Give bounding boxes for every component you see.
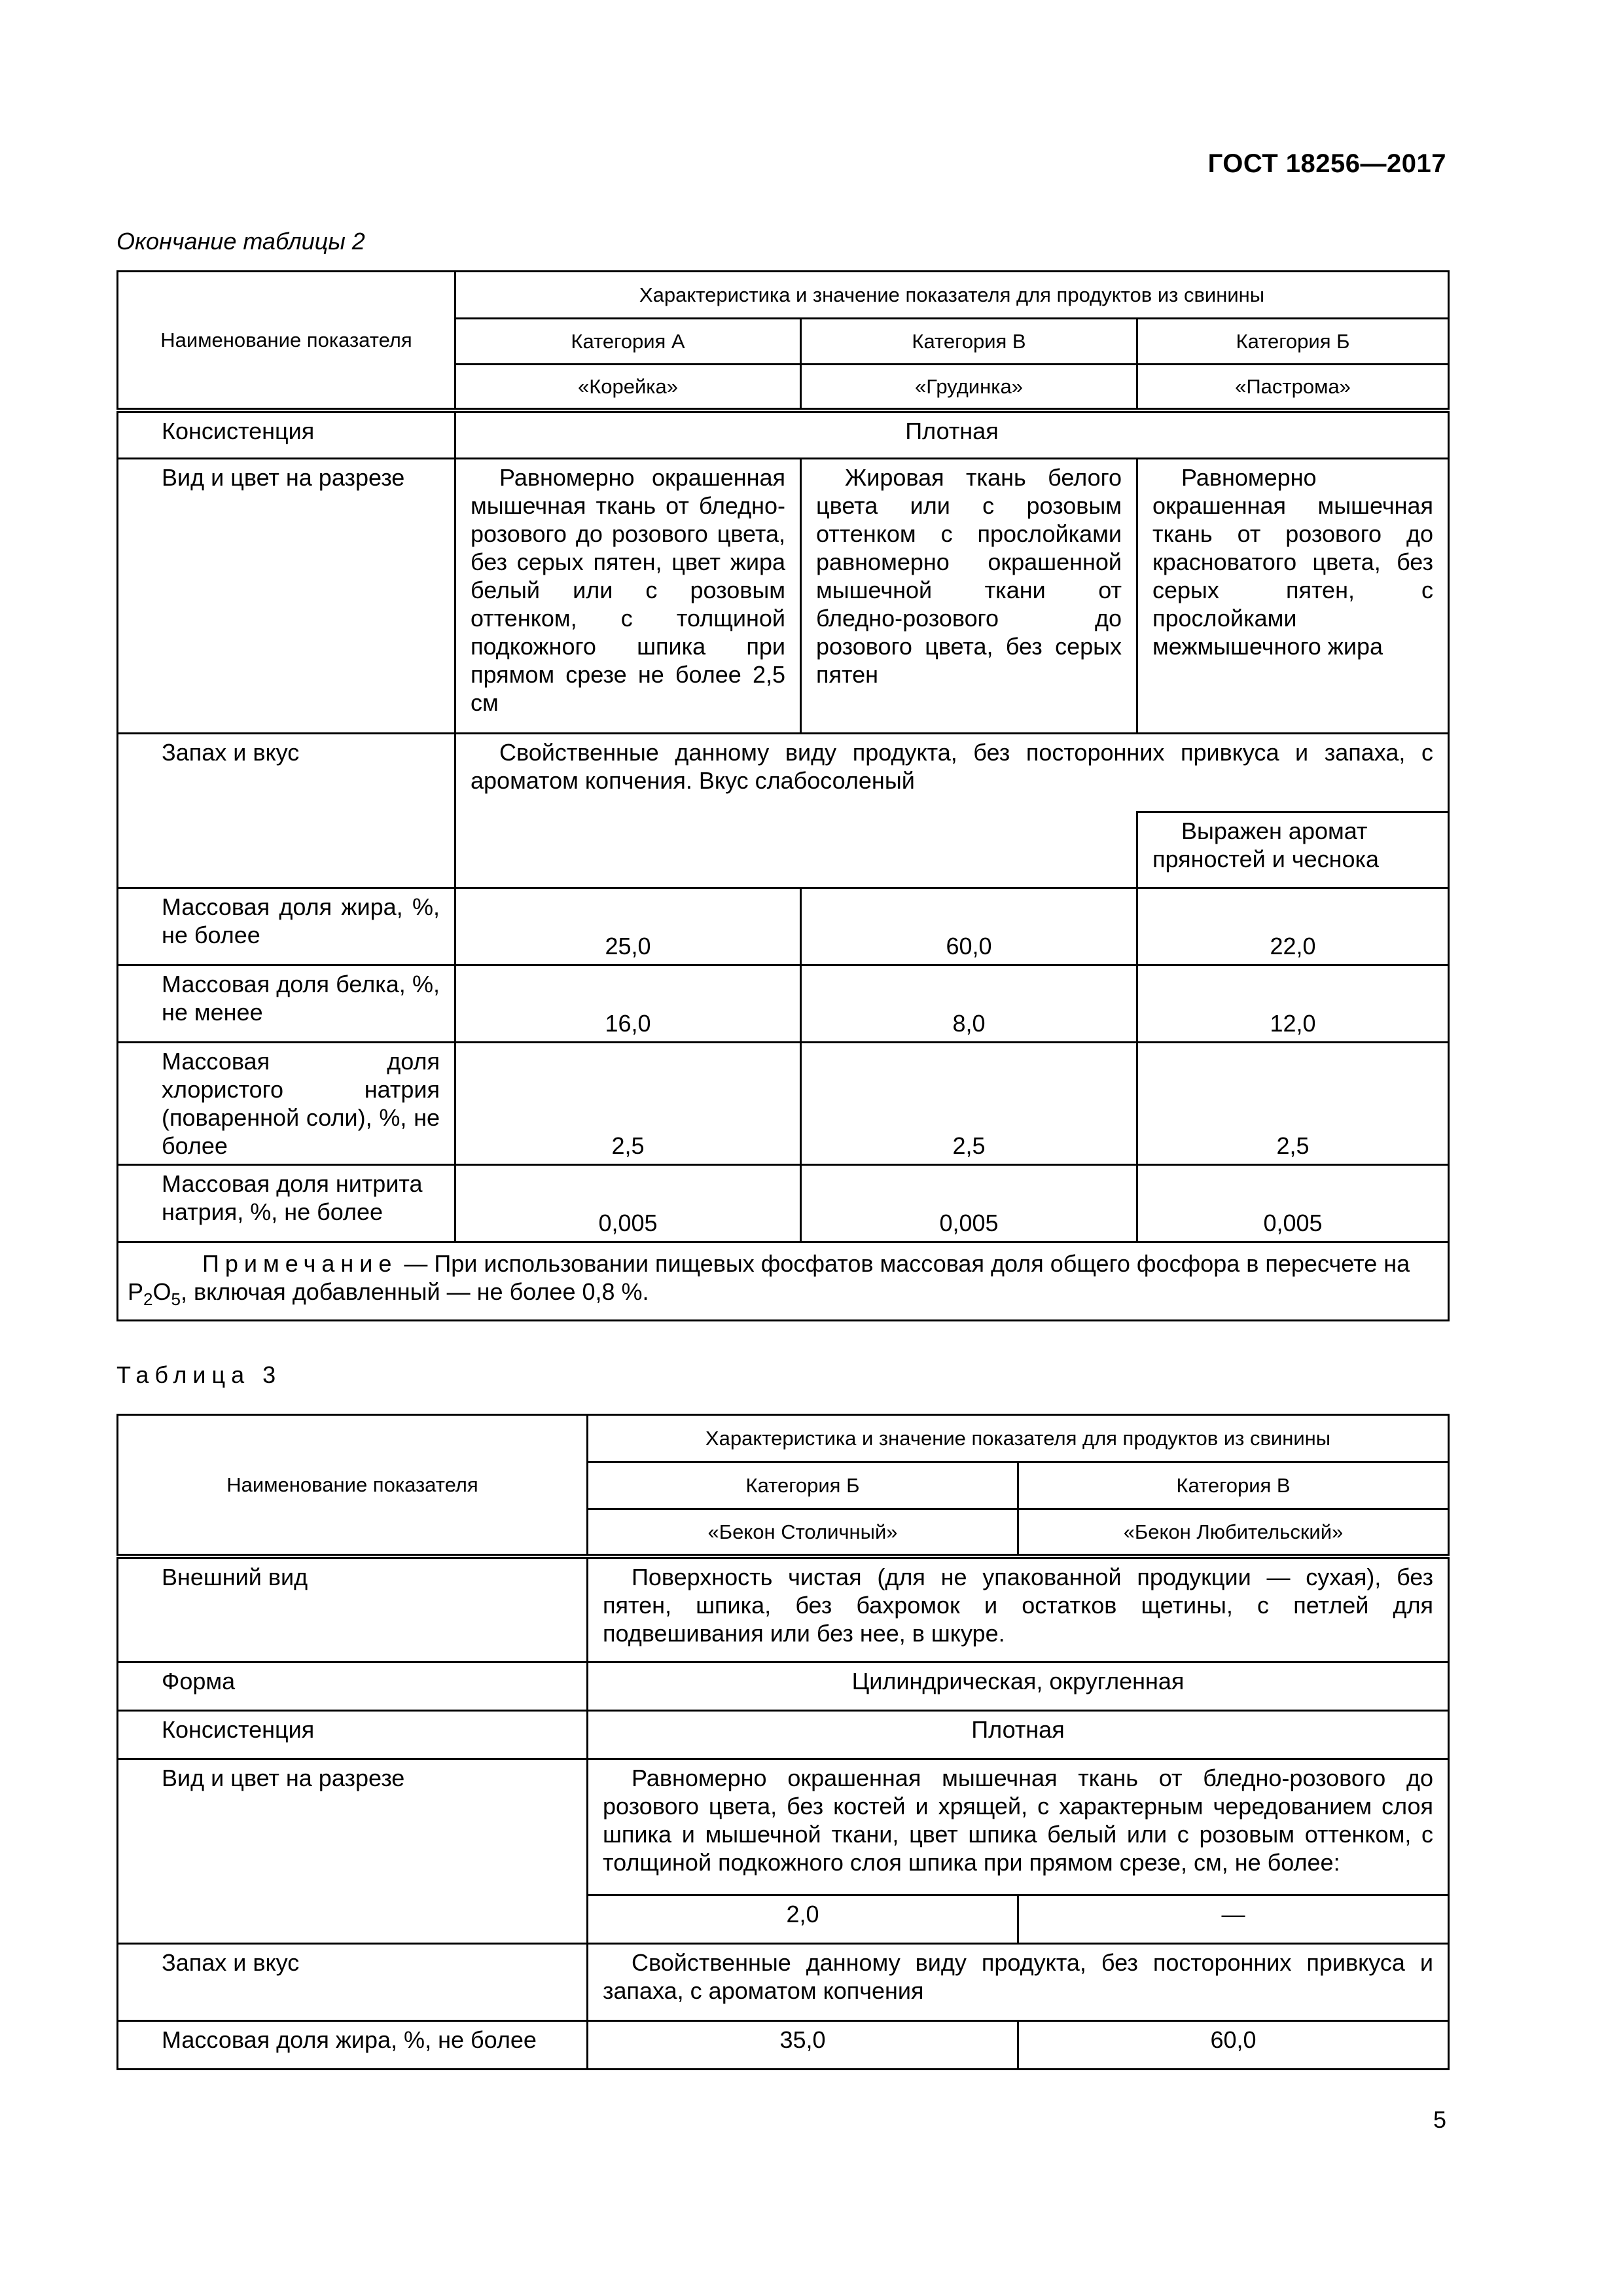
note-subscript: 2 — [143, 1289, 153, 1310]
table3-cell: 2,0 — [588, 1895, 1018, 1944]
table2-cell: Выражен аромат пряностей и чеснока — [1137, 812, 1449, 888]
table2-cell: 16,0 — [455, 965, 801, 1043]
table2-caption: Окончание таблицы 2 — [116, 228, 365, 255]
table3-header-group: Характеристика и значение показателя для продуктов из свинины — [588, 1415, 1449, 1462]
table2-cell: 25,0 — [455, 888, 801, 965]
table2-row-label: Вид и цвет на разрезе — [118, 459, 455, 734]
table2-cell: Жировая ткань белого цвета или с розовым оттенком с прослойками равномерно окрашенной мышечной ткани от бледно-розового до розового цвета, без серых пятен — [801, 459, 1137, 734]
table2-product: «Грудинка» — [801, 365, 1137, 410]
table3-cell: Плотная — [588, 1711, 1449, 1759]
table3-row-label: Консистенция — [118, 1711, 588, 1759]
table2-cell: 2,5 — [455, 1043, 801, 1165]
standard-code: ГОСТ 18256—2017 — [1207, 149, 1446, 178]
table2-cell: 0,005 — [1137, 1165, 1449, 1242]
table2-row-label: Массовая доля жира, %, не более — [118, 888, 455, 965]
table3-cell: Равномерно окрашенная мышечная ткань от бледно-розового до розового цвета, без костей и хрящей, с характерным чередованием слоя шпика и мышечной ткани, цвет шпика белый или с розовым оттенком, с толщиной подкожного слоя шпика при прямом срезе, см, не более: — [588, 1759, 1449, 1895]
table2-cell: Свойственные данному виду продукта, без посторонних привкуса и запаха, с ароматом копчения. Вкус слабосоленый — [455, 734, 1449, 812]
table2-note — [118, 1242, 1449, 1321]
table3-cell: 35,0 — [588, 2021, 1018, 2070]
table2-product: «Корейка» — [455, 365, 801, 410]
table2-cell: 0,005 — [455, 1165, 801, 1242]
table3-row-label: Массовая доля жира, %, не более — [118, 2021, 588, 2070]
table2-cell: 2,5 — [801, 1043, 1137, 1165]
table3-product: «Бекон Столичный» — [588, 1509, 1018, 1556]
note-word: Примечание — [202, 1250, 398, 1277]
table3-row-label: Форма — [118, 1662, 588, 1711]
table2-cell: 22,0 — [1137, 888, 1449, 965]
table2-row-label: Консистенция — [118, 410, 455, 459]
table2-category: Категория А — [455, 319, 801, 365]
table3-cell: Свойственные данному виду продукта, без посторонних привкуса и запаха, с ароматом копчения — [588, 1944, 1449, 2021]
table2-cell-empty — [455, 812, 1137, 888]
table3-row-label: Запах и вкус — [118, 1944, 588, 2021]
table3-cell: Поверхность чистая (для не упакованной продукции — сухая), без пятен, шпика, без бахромок и остатков щетины, с петлей для подвешивания или без нее, в шкуре. — [588, 1556, 1449, 1662]
table2 — [116, 270, 1450, 1321]
table3-cell: Цилиндрическая, округленная — [588, 1662, 1449, 1711]
note-subscript: 5 — [171, 1289, 181, 1310]
table2-header-indicator: Наименование показателя — [118, 272, 455, 410]
table2-cell: Равномерно окрашенная мышечная ткань от розового до красноватого цвета, без серых пятен, с прослойками межмышечного жира — [1137, 459, 1449, 734]
table2-cell: Равномерно окрашенная мышечная ткань от бледно-розового до розового цвета, без серых пятен, цвет жира белый или с розовым оттенком, с толщиной подкожного шпика при прямом срезе не более 2,5 см — [455, 459, 801, 734]
table2-category: Категория Б — [1137, 319, 1449, 365]
table2-cell: 2,5 — [1137, 1043, 1449, 1165]
table2-row-label: Массовая доля нитрита натрия, %, не более — [118, 1165, 455, 1242]
table3-row-label: Вид и цвет на разрезе — [118, 1759, 588, 1944]
table3-category: Категория В — [1018, 1462, 1449, 1509]
table2-cell: 12,0 — [1137, 965, 1449, 1043]
table3-cell: 60,0 — [1018, 2021, 1449, 2070]
note-text: O — [152, 1278, 171, 1305]
table2-product: «Пастрома» — [1137, 365, 1449, 410]
table2-header-group: Характеристика и значение показателя для продуктов из свинины — [455, 272, 1449, 319]
table3-product: «Бекон Любительский» — [1018, 1509, 1449, 1556]
table3 — [116, 1414, 1450, 2070]
table2-cell: 60,0 — [801, 888, 1137, 965]
table3-category: Категория Б — [588, 1462, 1018, 1509]
table2-row-label: Массовая доля хлористого натрия (поваренной соли), %, не более — [118, 1043, 455, 1165]
table2-row-label: Запах и вкус — [118, 734, 455, 888]
table2-cell: 8,0 — [801, 965, 1137, 1043]
table3-cell: — — [1018, 1895, 1449, 1944]
table2-cell: 0,005 — [801, 1165, 1137, 1242]
note-text: — При использовании пищевых фосфатов массовая доля общего фосфора в пересчете на P — [128, 1250, 1410, 1305]
note-text: , включая добавленный — не более 0,8 %. — [180, 1278, 649, 1305]
table3-header-indicator: Наименование показателя — [118, 1415, 588, 1556]
page-number: 5 — [1433, 2106, 1446, 2133]
table3-caption: Таблица 3 — [116, 1361, 282, 1388]
table2-category: Категория В — [801, 319, 1137, 365]
table3-row-label: Внешний вид — [118, 1556, 588, 1662]
table2-cell: Плотная — [455, 410, 1449, 459]
table2-row-label: Массовая доля белка, %, не менее — [118, 965, 455, 1043]
